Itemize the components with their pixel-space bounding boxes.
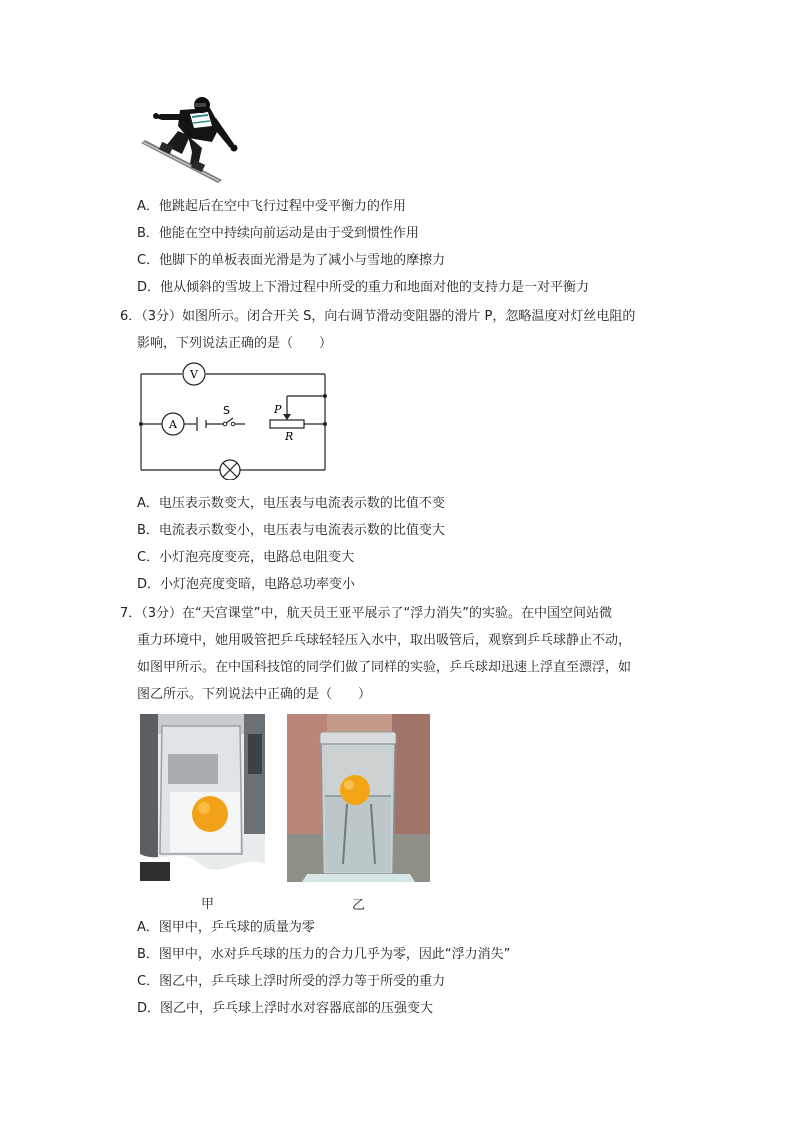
q7-option-c: C．图乙中，乒乓球上浮时所受的浮力等于所受的重力: [137, 974, 446, 989]
q7-option-d: D．图乙中，乒乓球上浮时水对容器底部的压强变大: [137, 1001, 434, 1016]
caption-jia: 甲: [201, 897, 215, 912]
q7-stem-line2: 重力环境中，她用吸管把乒乓球轻轻压入水中，取出吸管后，观察到乒乓球静止不动，: [137, 633, 632, 648]
caption-yi: 乙: [352, 898, 366, 913]
q7-option-a: A．图甲中，乒乓球的质量为零: [137, 920, 315, 935]
q7-option-b: B．图甲中，水对乒乓球的压力的合力几乎为零，因此“浮力消失”: [137, 947, 511, 962]
q6-option-d: D．小灯泡亮度变暗，电路总功率变小: [137, 577, 356, 592]
q6-option-b: B．电流表示数变小，电压表与电流表示数的比值变大: [137, 523, 445, 538]
slider-label: P: [274, 403, 282, 416]
circuit-diagram: [130, 360, 340, 480]
q7-stem-line1: 7．（3分）在“天宫课堂”中，航天员王亚平展示了“浮力消失”的实验。在中国空间站微: [120, 606, 612, 621]
q5-option-c: C．他脚下的单板表面光滑是为了减小与雪地的摩擦力: [137, 253, 446, 268]
voltmeter-label: V: [190, 368, 198, 381]
q7-stem-line3: 如图甲所示。在中国科技馆的同学们做了同样的实验，乒乓球却迅速上浮直至漂浮，如: [137, 660, 632, 675]
ammeter-label: A: [169, 418, 177, 431]
photo-yi-science-museum: [287, 714, 430, 882]
switch-label: S: [223, 404, 230, 417]
q5-option-a: A．他跳起后在空中飞行过程中受平衡力的作用: [137, 199, 406, 214]
q6-stem-line1: 6．（3分）如图所示。闭合开关 S，向右调节滑动变阻器的滑片 P，忽略温度对灯丝电阻的: [120, 309, 636, 324]
q5-option-d: D．他从倾斜的雪坡上下滑过程中所受的重力和地面对他的支持力是一对平衡力: [137, 280, 590, 295]
rheostat-label: R: [285, 430, 294, 443]
snowboarder-image: [138, 96, 248, 188]
photo-jia-space-station: [140, 714, 265, 881]
q6-option-a: A．电压表示数变大，电压表与电流表示数的比值不变: [137, 496, 445, 511]
q6-option-c: C．小灯泡亮度变亮，电路总电阻变大: [137, 550, 355, 565]
q6-stem-line2: 影响，下列说法正确的是（ ）: [137, 336, 333, 351]
q5-option-b: B．他能在空中持续向前运动是由于受到惯性作用: [137, 226, 419, 241]
q7-stem-line4: 图乙所示。下列说法中正确的是（ ）: [137, 687, 372, 702]
